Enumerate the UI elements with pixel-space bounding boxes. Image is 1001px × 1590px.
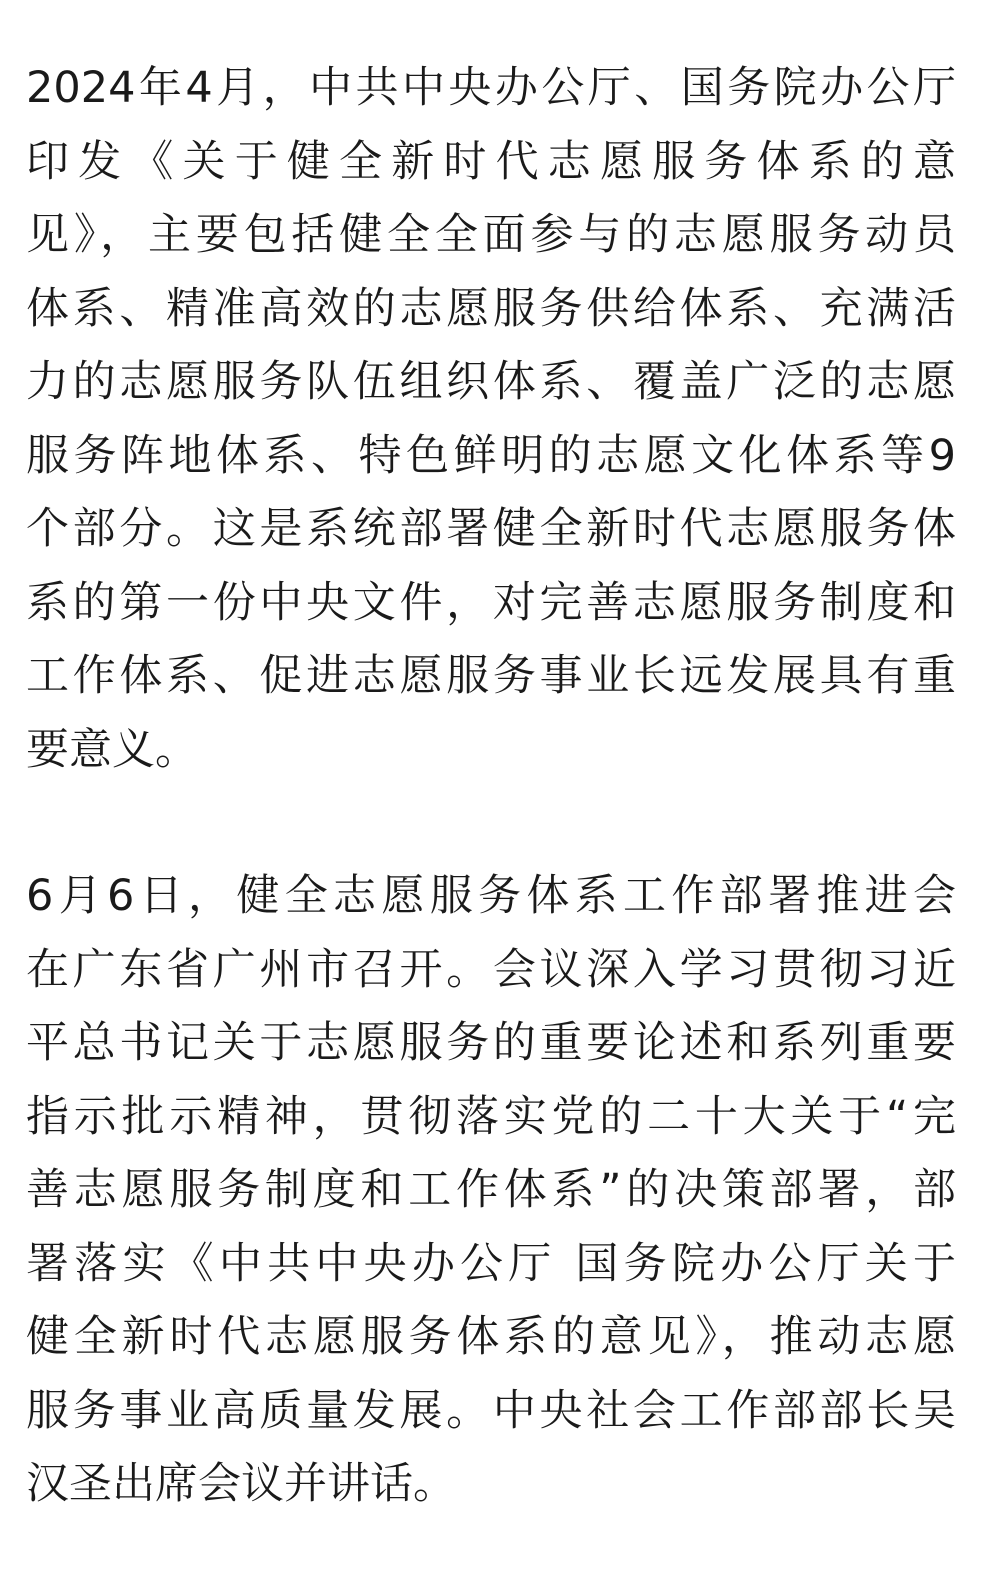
text-line: 平总书记关于志愿服务的重要论述和系列重要: [26, 1018, 956, 1068]
paragraph-2: [26, 860, 956, 1522]
text-line: 服务阵地体系、特色鲜明的志愿文化体系等9: [26, 430, 956, 481]
text-line: 汉圣出席会议并讲话。: [26, 1459, 456, 1509]
text-line: 在广东省广州市召开。会议深入学习贯彻习近: [26, 944, 956, 995]
text-line: 见》，主要包括健全全面参与的志愿服务动员: [26, 210, 956, 260]
text-line: 服务事业高质量发展。中央社会工作部部长吴: [26, 1385, 956, 1436]
text-line: 个部分。这是系统部署健全新时代志愿服务体: [26, 504, 956, 554]
paragraph-spacer: [26, 787, 956, 860]
text-line: 体系、精准高效的志愿服务供给体系、充满活: [26, 283, 956, 334]
text-line: 工作体系、促进志愿服务事业长远发展具有重: [26, 651, 956, 701]
text-line: 力的志愿服务队伍组织体系、覆盖广泛的志愿: [26, 357, 956, 407]
text-line: 要意义。: [26, 724, 198, 775]
text-line: 印发《关于健全新时代志愿服务体系的意: [26, 136, 956, 187]
text-line: 指示批示精神，贯彻落实党的二十大关于“完: [26, 1091, 956, 1142]
text-line: 署落实《中共中央办公厅 国务院办公厅关于: [26, 1238, 956, 1289]
text-line: 善志愿服务制度和工作体系”的决策部署，部: [26, 1165, 956, 1215]
paragraph-1: [26, 52, 956, 787]
text-line: 2024年4月，中共中央办公厅、国务院办公厅: [26, 63, 956, 113]
text-line: 系的第一份中央文件，对完善志愿服务制度和: [26, 577, 956, 628]
article-body: [26, 52, 956, 1522]
text-line: 健全新时代志愿服务体系的意见》，推动志愿: [26, 1312, 956, 1362]
text-line: 6月6日，健全志愿服务体系工作部署推进会: [26, 871, 956, 921]
